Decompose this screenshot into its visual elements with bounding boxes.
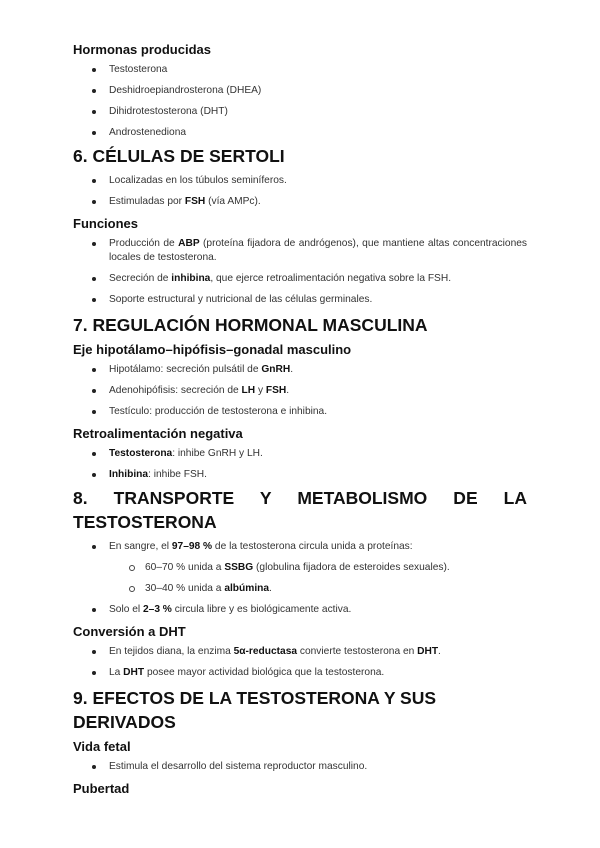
- hormonas-list: [73, 63, 527, 140]
- conversion-heading: Conversión a DHT: [73, 624, 186, 639]
- sub-list-item: 30–40 % unida a albúmina.: [73, 582, 527, 596]
- funciones-heading: Funciones: [73, 216, 139, 231]
- sertoli-list: [73, 174, 527, 209]
- vida-fetal-heading: Vida fetal: [73, 739, 131, 754]
- list-item: Secreción de inhibina, que ejerce retroalimentación negativa sobre la FSH.: [73, 272, 527, 286]
- sub-list-item: 60–70 % unida a SSBG (globulina fijadora de esteroides sexuales).: [73, 561, 527, 575]
- section-title-transporte: 8. TRANSPORTE Y METABOLISMO DE LA TESTOSTERONA: [73, 488, 527, 532]
- section-title-efectos: 9. EFECTOS DE LA TESTOSTERONA Y SUS DERIVADOS: [73, 688, 437, 732]
- list-item: Hipotálamo: secreción pulsátil de GnRH.: [73, 363, 527, 377]
- retro-list: [73, 447, 527, 482]
- retro-heading: Retroalimentación negativa: [73, 426, 243, 441]
- document-page: [73, 36, 527, 799]
- list-item: Deshidroepiandrosterona (DHEA): [73, 84, 527, 98]
- list-item: En sangre, el 97–98 % de la testosterona circula unida a proteínas:: [73, 540, 527, 554]
- hormonas-heading: Hormonas producidas: [73, 42, 211, 57]
- list-item: Testosterona: [73, 63, 527, 77]
- list-item: Androstenediona: [73, 126, 527, 140]
- section-title-regulacion: 7. REGULACIÓN HORMONAL MASCULINA: [73, 315, 428, 335]
- transporte-list: [73, 540, 527, 617]
- section-title-sertoli: 6. CÉLULAS DE SERTOLI: [73, 146, 285, 166]
- pubertad-heading: Pubertad: [73, 781, 130, 796]
- list-item: Soporte estructural y nutricional de las células germinales.: [73, 293, 527, 307]
- list-item: Estimuladas por FSH (vía AMPc).: [73, 195, 527, 209]
- eje-heading: Eje hipotálamo–hipófisis–gonadal masculino: [73, 342, 352, 357]
- eje-list: [73, 363, 527, 419]
- list-item: Localizadas en los túbulos seminíferos.: [73, 174, 527, 188]
- list-item: Testículo: producción de testosterona e inhibina.: [73, 405, 527, 419]
- list-item: Testosterona: inhibe GnRH y LH.: [73, 447, 527, 461]
- conversion-list: [73, 645, 527, 680]
- list-item: Solo el 2–3 % circula libre y es biológicamente activa.: [73, 603, 527, 617]
- funciones-list: [73, 237, 527, 307]
- list-item: Producción de ABP (proteína fijadora de andrógenos), que mantiene altas concentraciones locales de testosterona.: [73, 237, 527, 265]
- list-item: En tejidos diana, la enzima 5α-reductasa convierte testosterona en DHT.: [73, 645, 527, 659]
- list-item: Adenohipófisis: secreción de LH y FSH.: [73, 384, 527, 398]
- vida-fetal-list: [73, 760, 527, 774]
- list-item: Inhibina: inhibe FSH.: [73, 468, 527, 482]
- list-item: Estimula el desarrollo del sistema reproductor masculino.: [73, 760, 527, 774]
- list-item: Dihidrotestosterona (DHT): [73, 105, 527, 119]
- list-item: La DHT posee mayor actividad biológica que la testosterona.: [73, 666, 527, 680]
